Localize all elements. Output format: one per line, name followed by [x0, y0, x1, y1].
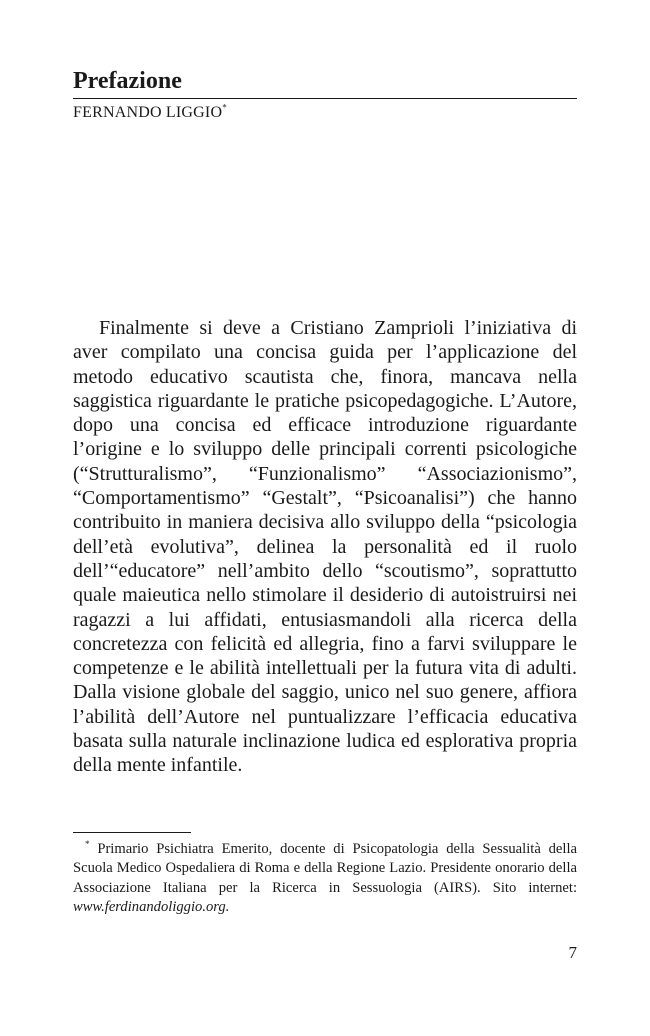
footnote [73, 840, 577, 918]
chapter-title: Prefazione [73, 68, 182, 94]
footnote-text: Primario Psichiatra Emerito, docente di Psicopatologia della Sessualità della Scuola Medico Ospedaliera di Roma e della Regione Lazio. Presidente onorario della Associazione Italiana per la Ricerca in Sessuologia (AIRS). Sito internet: [73, 841, 577, 896]
author-footnote-mark: * [222, 102, 227, 113]
footnote-divider [73, 832, 191, 833]
author-line [73, 102, 227, 124]
footnote-mark: * [85, 839, 90, 850]
preface-paragraph: Finalmente si deve a Cristiano Zamprioli l’iniziativa di aver compilato una concisa guida per l’applicazione del metodo educativo scautista che, finora, mancava nella saggistica riguardante le pratiche psicopedagogiche. L’Autore, dopo una concisa ed efficace introduzione riguardante l’origine e lo sviluppo delle principali correnti psicologiche (“Strutturalismo”, “Funzionalismo” “Associazionismo”, “Comportamentismo” “Gestalt”, “Psicoanalisi”) che hanno contribuito in maniera decisiva allo sviluppo della “psicologia dell’età evolutiva”, delinea la personalità ed il ruolo dell’“educatore” nell’ambito dello “scoutismo”, soprattutto quale maieutica nello stimolare il desiderio di autoistruirsi nei ragazzi a lui affidati, entusiasmandoli alla ricerca della concretezza con felicità ed allegria, fino a farvi sviluppare le competenze e le abilità intellettuali per la futura vita di adulti. Dalla visione globale del saggio, unico nel suo genere, affiora l’abilità dell’Autore nel puntualizzare l’efficacia educativa basata sulla naturale inclinazione ludica ed esplorativa propria della mente infantile. [73, 317, 577, 777]
author-name: FERNANDO LIGGIO [73, 104, 223, 121]
page-number: 7 [568, 943, 577, 962]
footnote-url[interactable]: www.ferdinandoliggio.org. [73, 899, 230, 916]
title-divider [73, 98, 577, 99]
